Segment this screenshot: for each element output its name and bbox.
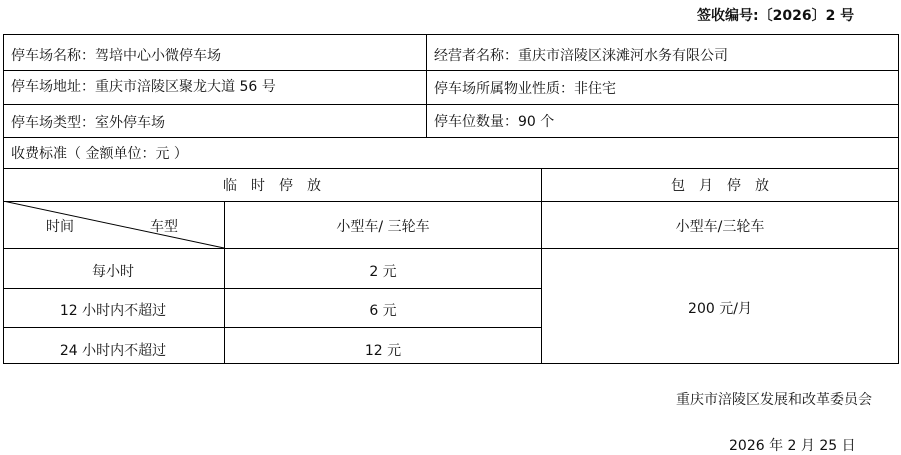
- receipt-number: 签收编号:〔2026〕2 号: [697, 8, 855, 24]
- monthly-vehicle-type: 小型车/三轮车: [675, 219, 765, 235]
- lot-name: 停车场名称：驾培中心小微停车场: [11, 48, 221, 64]
- lot-type: 停车场类型：室外停车场: [11, 115, 165, 131]
- table-row-duration: 12 小时内不超过: [59, 303, 167, 319]
- table-row-price: 6 元: [369, 303, 397, 319]
- table-row-duration: 每小时: [92, 264, 134, 280]
- row-divider: [3, 168, 899, 169]
- diagonal-time-label: 时间: [46, 219, 74, 235]
- row-divider: [3, 288, 541, 289]
- table-row-duration: 24 小时内不超过: [59, 343, 167, 359]
- diagonal-line: [3, 201, 225, 249]
- temp-parking-header: 临 时 停 放: [223, 178, 321, 194]
- lot-address: 停车场地址：重庆市涪陵区聚龙大道 56 号: [11, 79, 276, 95]
- monthly-price: 200 元/月: [688, 301, 752, 317]
- monthly-parking-header: 包 月 停 放: [671, 178, 769, 194]
- property-type: 停车场所属物业性质：非住宅: [434, 81, 616, 97]
- row-divider: [3, 327, 541, 328]
- issue-date: 2026 年 2 月 25 日: [729, 438, 856, 454]
- temp-vehicle-type: 小型车/ 三轮车: [336, 219, 430, 235]
- issuing-authority: 重庆市涪陵区发展和改革委员会: [676, 392, 872, 408]
- diagonal-vehicle-label: 车型: [150, 219, 178, 235]
- row-divider: [3, 104, 899, 105]
- operator-name: 经营者名称：重庆市涪陵区涞滩河水务有限公司: [434, 48, 728, 64]
- table-row-price: 2 元: [369, 264, 397, 280]
- row-divider: [3, 70, 899, 71]
- column-divider: [426, 34, 427, 138]
- table-row-price: 12 元: [364, 343, 402, 359]
- fee-standard: 收费标准（ 金额单位：元 ）: [11, 146, 188, 162]
- space-count: 停车位数量：90 个: [434, 114, 555, 130]
- row-divider: [3, 137, 899, 138]
- column-divider: [541, 168, 542, 364]
